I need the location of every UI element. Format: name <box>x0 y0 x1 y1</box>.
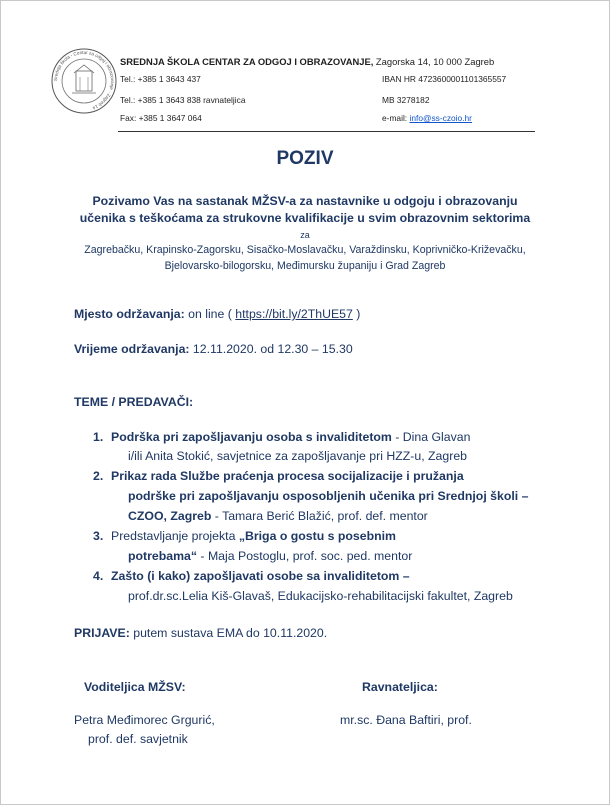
registration-label: PRIJAVE: <box>74 626 130 640</box>
topic-2-line-2 <box>128 489 528 503</box>
meeting-link[interactable]: https://bit.ly/2ThUE57 <box>235 307 353 321</box>
left-signature-title: Voditeljica MŽSV: <box>84 680 186 694</box>
time-label: Vrijeme održavanja: <box>74 342 190 356</box>
topic-3-title-1: „Briga o gostu s posebnim <box>238 529 396 543</box>
letterhead-divider <box>118 131 535 132</box>
registration-number: MB 3278182 <box>382 95 430 105</box>
topic-2-title-3: CZOO, Zagreb <box>128 509 212 523</box>
topic-3-number: 3. <box>93 529 104 543</box>
topic-2-number: 2. <box>93 469 104 483</box>
counties-line-2: Bjelovarsko-bilogorsku, Međimursku županiju i Grad Zagreb <box>164 260 446 272</box>
school-name: SREDNJA ŠKOLA CENTAR ZA ODGOJ I OBRAZOVANJE, <box>120 56 374 67</box>
school-address: Zagorska 14, 10 000 Zagreb <box>373 56 495 67</box>
seal-text: Srednja škola - Centar za odgoj i obrazovanje - Zagreb 14 <box>52 49 116 111</box>
fax: Fax: +385 1 3647 064 <box>120 113 202 123</box>
left-signature-name: Petra Međimorec Grgurić, <box>74 713 215 727</box>
venue-close: ) <box>352 307 361 321</box>
topics-heading: TEME / PREDAVAČI: <box>74 395 194 409</box>
topic-1-title: Podrška pri zapošljavanju osoba s invaliditetom <box>111 430 392 444</box>
topic-4-line-1 <box>111 569 410 583</box>
registration-line <box>74 626 327 640</box>
email-label: e-mail: <box>382 113 410 123</box>
topic-3-line-2 <box>128 549 412 563</box>
school-name-line <box>120 56 494 67</box>
school-seal-icon <box>50 47 118 115</box>
topic-4-title: Zašto (i kako) zapošljavati osobe sa invaliditetom – <box>111 569 410 583</box>
right-signature-title: Ravnateljica: <box>362 680 438 694</box>
topic-1-speaker: - Dina Glavan <box>391 430 471 444</box>
venue-label: Mjesto održavanja: <box>74 307 185 321</box>
document-title: POZIV <box>276 148 334 169</box>
left-signature-role: prof. def. savjetnik <box>88 732 188 746</box>
email-link[interactable]: info@ss-czoio.hr <box>409 113 472 123</box>
topic-2-line-1 <box>111 469 464 483</box>
topic-1-number: 1. <box>93 430 104 444</box>
topic-1-line-1 <box>111 430 470 444</box>
iban: IBAN HR 4723600001101365557 <box>382 74 507 84</box>
topic-3-speaker: - Maja Postoglu, prof. soc. ped. mentor <box>197 549 413 563</box>
right-signature-name: mr.sc. Đana Baftiri, prof. <box>340 713 472 727</box>
topic-2-speaker: - Tamara Berić Blažić, prof. def. mentor <box>211 509 428 523</box>
topic-4-line-2: prof.dr.sc.Lelia Kiš-Glavaš, Edukacijsko-rehabilitacijski fakultet, Zagreb <box>128 589 513 603</box>
email-line <box>382 113 472 123</box>
time-value: 12.11.2020. od 12.30 – 15.30 <box>189 342 353 356</box>
intro-za: za <box>300 230 310 240</box>
venue-line <box>74 307 360 321</box>
topic-4-number: 4. <box>93 569 104 583</box>
phone-2: Tel.: +385 1 3643 838 ravnateljica <box>120 95 246 105</box>
topic-1-line-2: i/ili Anita Stokić, savjetnice za zapošljavanje pri HZZ-u, Zagreb <box>128 449 467 463</box>
phone-1: Tel.: +385 1 3643 437 <box>120 74 201 84</box>
topic-3-line-1 <box>111 529 396 543</box>
intro-line-2: učenika s teškoćama za strukovne kvalifikacije u svim obrazovnim sektorima <box>79 211 531 225</box>
time-line <box>74 342 353 356</box>
venue-value: on line ( <box>184 307 236 321</box>
counties-line-1: Zagrebačku, Krapinsko-Zagorsku, Sisačko-Moslavačku, Varaždinsku, Koprivničko-Križevačku, <box>84 244 526 256</box>
topic-3-title-2: potrebama“ <box>128 549 198 563</box>
intro-line-1: Pozivamo Vas na sastanak MŽSV-a za nastavnike u odgoju i obrazovanju <box>92 194 518 208</box>
registration-value: putem sustava EMA do 10.11.2020. <box>129 626 328 640</box>
topic-2-line-3 <box>128 509 428 523</box>
topic-2-title-2: podrške pri zapošljavanju osposobljenih učenika pri Srednjoj školi – <box>128 489 529 503</box>
topic-2-title-1: Prikaz rada Službe praćenja procesa socijalizacije i pružanja <box>111 469 464 483</box>
topic-3-intro: Predstavljanje projekta <box>111 529 239 543</box>
